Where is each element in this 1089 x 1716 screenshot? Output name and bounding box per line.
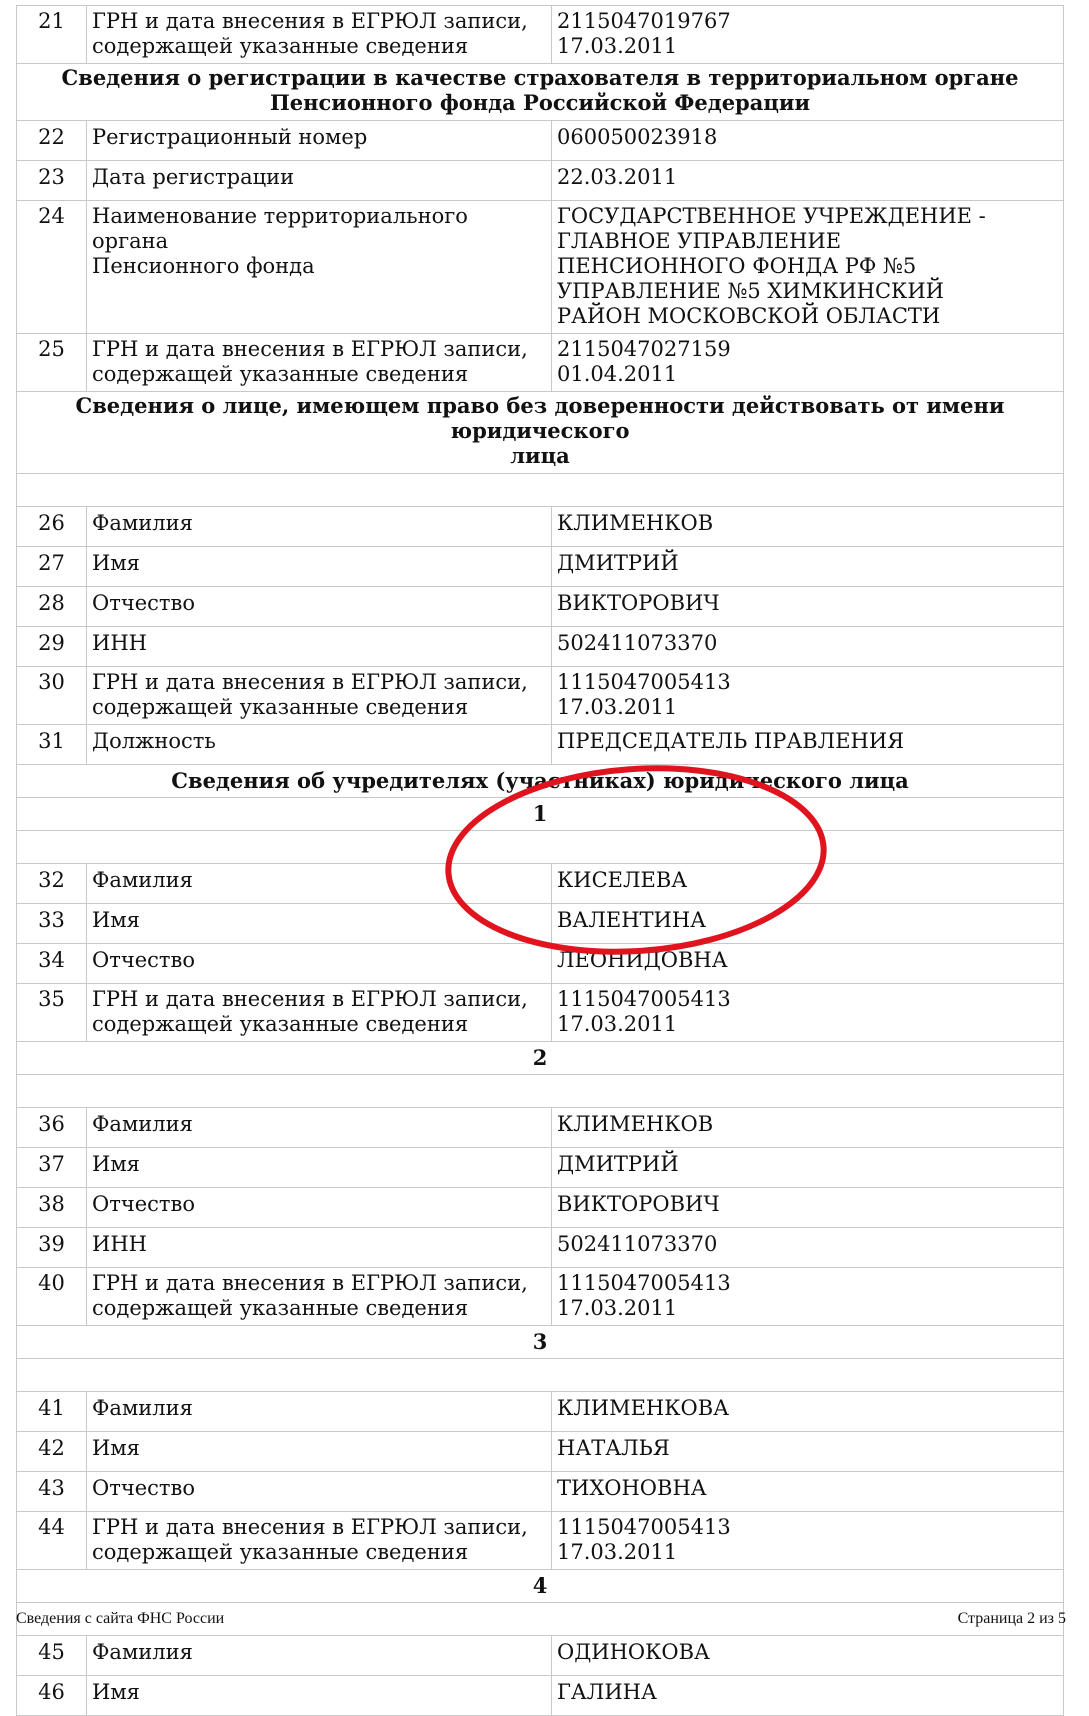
table-row [17, 1432, 1064, 1472]
field-value: ВИКТОРОВИЧ [552, 587, 1064, 627]
row-number: 40 [17, 1268, 87, 1326]
field-value: ВИКТОРОВИЧ [552, 1188, 1064, 1228]
field-value: КЛИМЕНКОВ [552, 507, 1064, 547]
founder-index: 3 [17, 1326, 1064, 1359]
table-row [17, 1472, 1064, 1512]
field-label: Фамилия [87, 1108, 552, 1148]
row-number: 35 [17, 984, 87, 1042]
table-row [17, 201, 1064, 334]
founder-index-row [17, 1570, 1064, 1603]
egrul-extract-table [16, 5, 1064, 1716]
blank-row-row [17, 831, 1064, 864]
field-value: 2115047019767 17.03.2011 [552, 6, 1064, 64]
field-value: ГОСУДАРСТВЕННОЕ УЧРЕЖДЕНИЕ - ГЛАВНОЕ УПРАВЛЕНИЕ ПЕНСИОННОГО ФОНДА РФ №5 УПРАВЛЕНИЕ №5 ХИМКИНСКИЙ РАЙОН МОСКОВСКОЙ ОБЛАСТИ [552, 201, 1064, 334]
table-row [17, 904, 1064, 944]
row-number: 43 [17, 1472, 87, 1512]
field-label: ГРН и дата внесения в ЕГРЮЛ записи, содержащей указанные сведения [87, 667, 552, 725]
footer-page-number: Страница 2 из 5 [957, 1610, 1066, 1627]
table-row [17, 725, 1064, 765]
field-value: ОДИНОКОВА [552, 1636, 1064, 1676]
table-row [17, 161, 1064, 201]
row-number: 33 [17, 904, 87, 944]
field-label: Имя [87, 1432, 552, 1472]
row-number: 23 [17, 161, 87, 201]
field-value: 22.03.2011 [552, 161, 1064, 201]
field-value: ДМИТРИЙ [552, 1148, 1064, 1188]
table-row [17, 1228, 1064, 1268]
field-value: 2115047027159 01.04.2011 [552, 334, 1064, 392]
field-label: Регистрационный номер [87, 121, 552, 161]
blank-row-row [17, 1359, 1064, 1392]
row-number: 26 [17, 507, 87, 547]
blank-row-row [17, 474, 1064, 507]
section-header-authorized-person: Сведения о лице, имеющем право без доверенности действовать от имени юридического лица [17, 392, 1064, 474]
field-value: ПРЕДСЕДАТЕЛЬ ПРАВЛЕНИЯ [552, 725, 1064, 765]
field-label: Фамилия [87, 1636, 552, 1676]
field-label: Имя [87, 1676, 552, 1716]
founder-index-row [17, 1326, 1064, 1359]
row-number: 39 [17, 1228, 87, 1268]
table-row [17, 587, 1064, 627]
row-number: 36 [17, 1108, 87, 1148]
table-row [17, 864, 1064, 904]
table-row [17, 667, 1064, 725]
row-number: 32 [17, 864, 87, 904]
row-number: 41 [17, 1392, 87, 1432]
table-row [17, 6, 1064, 64]
table-row [17, 1108, 1064, 1148]
founder-index-row [17, 1042, 1064, 1075]
row-number: 24 [17, 201, 87, 334]
field-label: ГРН и дата внесения в ЕГРЮЛ записи, содержащей указанные сведения [87, 6, 552, 64]
row-number: 28 [17, 587, 87, 627]
table-row [17, 121, 1064, 161]
field-value: 1115047005413 17.03.2011 [552, 1268, 1064, 1326]
blank-row [17, 474, 1064, 507]
table-row [17, 547, 1064, 587]
field-value: 502411073370 [552, 1228, 1064, 1268]
table-row [17, 1676, 1064, 1716]
field-value: 1115047005413 17.03.2011 [552, 984, 1064, 1042]
founder-index-row [17, 798, 1064, 831]
field-label: Наименование территориального органа Пенсионного фонда [87, 201, 552, 334]
row-number: 29 [17, 627, 87, 667]
blank-row [17, 1359, 1064, 1392]
field-value: 1115047005413 17.03.2011 [552, 667, 1064, 725]
field-label: ГРН и дата внесения в ЕГРЮЛ записи, содержащей указанные сведения [87, 1512, 552, 1570]
row-number: 21 [17, 6, 87, 64]
blank-row [17, 831, 1064, 864]
row-number: 30 [17, 667, 87, 725]
table-row [17, 944, 1064, 984]
blank-row [17, 1075, 1064, 1108]
field-label: Имя [87, 547, 552, 587]
section-header-founders-row [17, 765, 1064, 798]
row-number: 27 [17, 547, 87, 587]
field-label: Отчество [87, 1188, 552, 1228]
row-number: 38 [17, 1188, 87, 1228]
row-number: 25 [17, 334, 87, 392]
field-value: КИСЕЛЕВА [552, 864, 1064, 904]
field-label: Имя [87, 1148, 552, 1188]
table-row [17, 334, 1064, 392]
table-row [17, 627, 1064, 667]
table-row [17, 507, 1064, 547]
table-row [17, 1392, 1064, 1432]
section-header-pfr: Сведения о регистрации в качестве страхователя в территориальном органе Пенсионного фонда Российской Федерации [17, 64, 1064, 121]
field-label: Фамилия [87, 864, 552, 904]
field-value: 1115047005413 17.03.2011 [552, 1512, 1064, 1570]
founder-index: 4 [17, 1570, 1064, 1603]
field-label: ГРН и дата внесения в ЕГРЮЛ записи, содержащей указанные сведения [87, 1268, 552, 1326]
table-row [17, 1636, 1064, 1676]
field-label: Должность [87, 725, 552, 765]
table-row [17, 1148, 1064, 1188]
field-value: КЛИМЕНКОВ [552, 1108, 1064, 1148]
section-header-founders: Сведения об учредителях (участниках) юридического лица [17, 765, 1064, 798]
row-number: 37 [17, 1148, 87, 1188]
row-number: 45 [17, 1636, 87, 1676]
section-header-pfr-row [17, 64, 1064, 121]
field-label: ИНН [87, 1228, 552, 1268]
field-value: ВАЛЕНТИНА [552, 904, 1064, 944]
field-value: 502411073370 [552, 627, 1064, 667]
field-value: 060050023918 [552, 121, 1064, 161]
field-value: ГАЛИНА [552, 1676, 1064, 1716]
table-row [17, 984, 1064, 1042]
row-number: 42 [17, 1432, 87, 1472]
field-label: ИНН [87, 627, 552, 667]
field-label: ГРН и дата внесения в ЕГРЮЛ записи, содержащей указанные сведения [87, 334, 552, 392]
field-label: Имя [87, 904, 552, 944]
field-label: Отчество [87, 587, 552, 627]
field-label: Отчество [87, 1472, 552, 1512]
field-value: КЛИМЕНКОВА [552, 1392, 1064, 1432]
row-number: 46 [17, 1676, 87, 1716]
footer-source: Сведения с сайта ФНС России [16, 1610, 225, 1627]
field-label: Отчество [87, 944, 552, 984]
row-number: 22 [17, 121, 87, 161]
founder-index: 2 [17, 1042, 1064, 1075]
row-number: 31 [17, 725, 87, 765]
field-label: Фамилия [87, 1392, 552, 1432]
row-number: 44 [17, 1512, 87, 1570]
field-label: Дата регистрации [87, 161, 552, 201]
section-header-authorized-person-row [17, 392, 1064, 474]
table-row [17, 1188, 1064, 1228]
field-label: Фамилия [87, 507, 552, 547]
table-row [17, 1512, 1064, 1570]
table-row [17, 1268, 1064, 1326]
field-label: ГРН и дата внесения в ЕГРЮЛ записи, содержащей указанные сведения [87, 984, 552, 1042]
field-value: НАТАЛЬЯ [552, 1432, 1064, 1472]
field-value: ТИХОНОВНА [552, 1472, 1064, 1512]
founder-index: 1 [17, 798, 1064, 831]
blank-row-row [17, 1075, 1064, 1108]
field-value: ДМИТРИЙ [552, 547, 1064, 587]
field-value: ЛЕОНИДОВНА [552, 944, 1064, 984]
row-number: 34 [17, 944, 87, 984]
